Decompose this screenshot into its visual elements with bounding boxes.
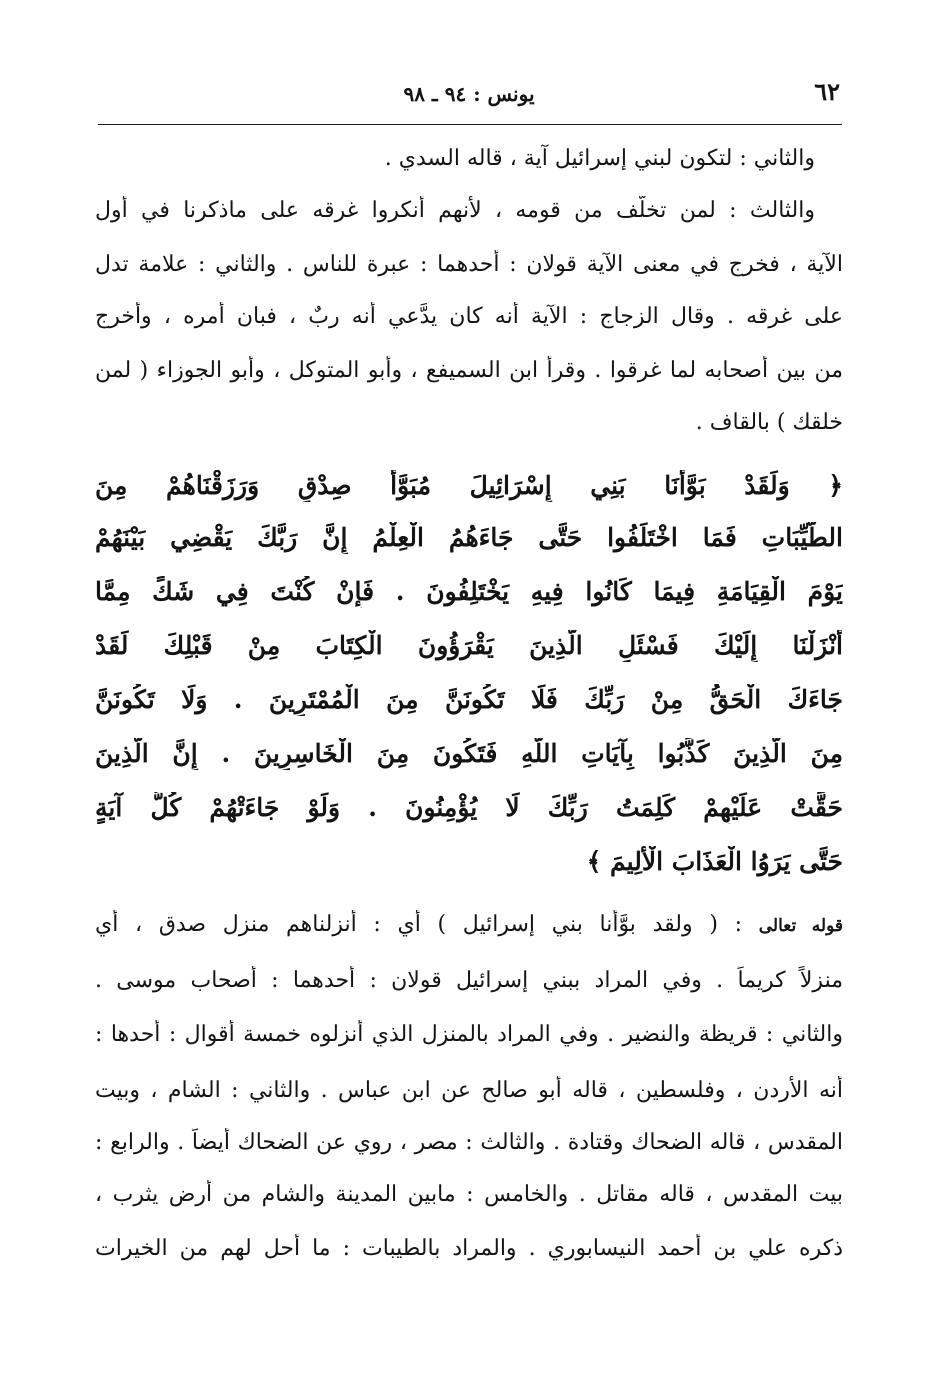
text-line: أنه الأردن ، وفلسطين ، قاله أبو صالح عن ابن عباس . والثاني : الشام ، وبيت	[95, 1078, 843, 1103]
page-header	[98, 78, 840, 118]
text-line: من بين أصحابه لما غرقوا . وقرأ ابن السميفع ، وأبو المتوكل ، وأبو الجوزاء ( لمن	[95, 358, 843, 383]
header-rule	[98, 124, 842, 125]
text-line: خلقك ) بالقاف .	[695, 410, 843, 435]
text-line: منزلاً كريماً . وفي المراد ببني إسرائيل قولان : أحدهما : أصحاب موسى .	[95, 968, 843, 993]
page-number: ٦٢	[814, 77, 840, 106]
verse-line: جَاءَكَ الْحَقُّ مِنْ رَبِّكَ فَلَا تَكُونَنَّ مِنَ الْمُمْتَرِينَ . وَلَا تَكُونَنَّ	[95, 685, 843, 714]
text-line: الآية ، فخرج في معنى الآية قولان : أحدهما : عبرة للناس . والثاني : علامة تدل	[95, 252, 843, 277]
text-line: بيت المقدس ، قاله مقاتل . والخامس : مابين المدينة والشام من أرض يثرب ،	[95, 1182, 843, 1207]
verse-line: مِنَ الَّذِينَ كَذَّبُوا بِآيَاتِ اللَّهِ فَتَكُونَ مِنَ الْخَاسِرِينَ . إِنَّ الَّذِينَ	[95, 739, 843, 768]
verse-line: حَقَّتْ عَلَيْهِمْ كَلِمَتُ رَبِّكَ لَا يُؤْمِنُونَ . وَلَوْ جَاءَتْهُمْ كُلُّ آيَةٍ	[95, 793, 843, 822]
text-line: على غرقه . وقال الزجاج : الآية أنه كان يدَّعي أنه ربٌ ، فبان أمره ، وأخرج	[95, 304, 843, 329]
verse-line: الطَّيِّبَاتِ فَمَا اخْتَلَفُوا حَتَّى جَاءَهُمُ الْعِلْمُ إِنَّ رَبَّكَ يَقْضِي بَيْنَهُمْ	[95, 523, 843, 552]
commentary-first-line	[95, 910, 843, 941]
text-line: والثاني : لتكون لبني إسرائيل آية ، قاله السدي .	[384, 146, 815, 171]
verse-line: أَنْزَلْنَا إِلَيْكَ فَسْئَلِ الَّذِينَ يَقْرَؤُونَ الْكِتَابَ مِنْ قَبْلِكَ لَقَدْ	[95, 631, 843, 660]
text-line: المقدس ، قاله الضحاك وقتادة . والثالث : مصر ، روي عن الضحاك أيضاً . والرابع :	[95, 1130, 843, 1155]
text-line: ذكره علي بن أحمد النيسابوري . والمراد بالطيبات : ما أُحل لهم من الخيرات	[95, 1236, 843, 1261]
verse-line: حَتَّى يَرَوُا الْعَذَابَ الْأَلِيمَ ﴾	[586, 847, 843, 876]
running-head: يونس : ٩٤ ـ ٩٨	[403, 82, 535, 106]
commentary-lead: قوله تعالى	[758, 916, 843, 936]
verse-line: يَوْمَ الْقِيَامَةِ فِيمَا كَانُوا فِيهِ يَخْتَلِفُونَ . فَإِنْ كُنْتَ فِي شَكٍّ مِمَّا	[95, 577, 843, 606]
verse-line: ﴿ وَلَقَدْ بَوَّأْنَا بَنِي إِسْرَائِيلَ مُبَوَّأَ صِدْقٍ وَرَزَقْنَاهُمْ مِنَ	[95, 471, 843, 500]
text-line: والثاني : قريظة والنضير . وفي المراد بالمنزل الذي أُنزلوه خمسة أقوال : أحدها :	[95, 1022, 843, 1047]
text-line: والثالث : لمن تخلَّف من قومه ، لأنهم أنكروا غرقه على ماذكرنا في أول	[95, 198, 815, 223]
commentary-first-line-text: : ( ولقد بوَّأنا بني إسرائيل ) أي : أنزلناهم منزل صدق ، أي	[95, 912, 743, 937]
